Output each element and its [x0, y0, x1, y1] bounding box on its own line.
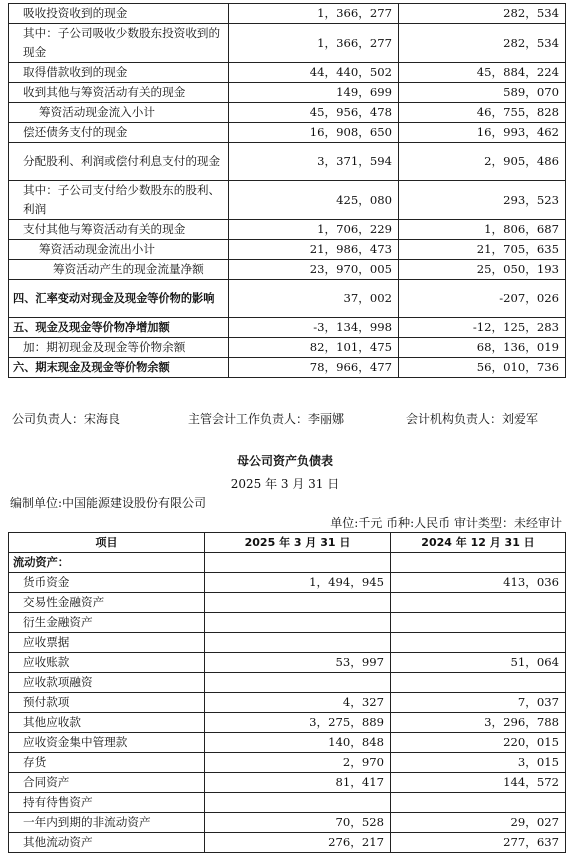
table-row [9, 318, 566, 338]
current-period-value: 37，002 [229, 280, 399, 318]
table-row [9, 813, 566, 833]
row-label: 预付款项 [9, 693, 205, 713]
table-row [9, 220, 566, 240]
row-label: 吸收投资收到的现金 [9, 4, 229, 24]
current-date-value: 70，528 [205, 813, 391, 833]
previous-period-value: 282，534 [399, 4, 566, 24]
current-period-value: 44，440，502 [229, 63, 399, 83]
current-date-value: 1，494，945 [205, 573, 391, 593]
preparing-organization: 编制单位:中国能源建设股份有限公司 [10, 496, 207, 510]
table-row [9, 181, 566, 220]
table-row [9, 833, 566, 853]
previous-date-value: 413，036 [391, 573, 566, 593]
current-period-value: 149，699 [229, 83, 399, 103]
table-row [9, 63, 566, 83]
current-date-value [205, 593, 391, 613]
balance-sheet-date: 2025 年 3 月 31 日 [230, 477, 340, 491]
previous-date-value: 51，064 [391, 653, 566, 673]
previous-date-value [391, 673, 566, 693]
previous-period-value: 589，070 [399, 83, 566, 103]
accounting-head-signature: 主管会计工作负责人：李丽娜 [188, 412, 345, 426]
table-row [9, 593, 566, 613]
row-label: 持有待售资产 [9, 793, 205, 813]
previous-date-value: 277，637 [391, 833, 566, 853]
current-period-value: 425，080 [229, 181, 399, 220]
row-label: 合同资产 [9, 773, 205, 793]
current-date-value [205, 633, 391, 653]
current-date-value: 3，275，889 [205, 713, 391, 733]
row-label: 四、汇率变动对现金及现金等价物的影响 [9, 280, 229, 318]
section-label: 流动资产： [9, 553, 205, 573]
row-label: 应收账款 [9, 653, 205, 673]
previous-date-value: 144，572 [391, 773, 566, 793]
previous-period-value: 1，806，687 [399, 220, 566, 240]
table-row [9, 240, 566, 260]
current-date-value: 276，217 [205, 833, 391, 853]
row-label: 其他流动资产 [9, 833, 205, 853]
previous-date-value [391, 593, 566, 613]
previous-period-value: 282，534 [399, 24, 566, 63]
current-period-value: 1，366，277 [229, 4, 399, 24]
previous-period-value: 68，136，019 [399, 338, 566, 358]
previous-period-value: 25，050，193 [399, 260, 566, 280]
row-label: 分配股利、利润或偿付利息支付的现金 [9, 143, 229, 181]
current-period-value: 21，986，473 [229, 240, 399, 260]
current-period-value: 45，956，478 [229, 103, 399, 123]
previous-date-value [391, 793, 566, 813]
table-row [9, 753, 566, 773]
table-row [9, 338, 566, 358]
row-label: 应收款项融资 [9, 673, 205, 693]
row-label: 应收资金集中管理款 [9, 733, 205, 753]
previous-period-value: 56，010，736 [399, 358, 566, 378]
row-label: 货币资金 [9, 573, 205, 593]
current-date-value [205, 793, 391, 813]
row-label: 收到其他与筹资活动有关的现金 [9, 83, 229, 103]
table-row [9, 123, 566, 143]
row-label: 支付其他与筹资活动有关的现金 [9, 220, 229, 240]
row-label: 其他应收款 [9, 713, 205, 733]
table-row [9, 24, 566, 63]
section-empty-cell [391, 553, 566, 573]
row-label: 取得借款收到的现金 [9, 63, 229, 83]
table-row [9, 260, 566, 280]
current-period-value: 23，970，005 [229, 260, 399, 280]
row-label: 偿还债务支付的现金 [9, 123, 229, 143]
row-label: 其中：子公司吸收少数股东投资收到的现金 [9, 24, 229, 63]
current-date-value: 4，327 [205, 693, 391, 713]
company-head-signature: 公司负责人：宋海良 [12, 412, 121, 426]
row-label: 一年内到期的非流动资产 [9, 813, 205, 833]
row-label: 存货 [9, 753, 205, 773]
previous-date-value: 3，015 [391, 753, 566, 773]
current-date-value [205, 613, 391, 633]
previous-period-value: 46，755，828 [399, 103, 566, 123]
previous-date-value: 29，027 [391, 813, 566, 833]
table-row [9, 83, 566, 103]
section-row [9, 553, 566, 573]
table-row [9, 673, 566, 693]
table-row [9, 773, 566, 793]
unit-currency-audit-line: 单位:千元 币种:人民币 审计类型：未经审计 [330, 516, 562, 530]
table-row [9, 613, 566, 633]
row-label: 衍生金融资产 [9, 613, 205, 633]
table-row [9, 280, 566, 318]
row-label: 六、期末现金及现金等价物余额 [9, 358, 229, 378]
row-label: 应收票据 [9, 633, 205, 653]
previous-period-value: 293，523 [399, 181, 566, 220]
current-date-value [205, 673, 391, 693]
current-period-value: 82，101，475 [229, 338, 399, 358]
current-date-value: 53，997 [205, 653, 391, 673]
table-row [9, 693, 566, 713]
row-label: 筹资活动产生的现金流量净额 [9, 260, 229, 280]
table-header-row [9, 533, 566, 553]
table-row [9, 573, 566, 593]
current-date-value: 81，417 [205, 773, 391, 793]
previous-period-value: 2，905，486 [399, 143, 566, 181]
table-row [9, 733, 566, 753]
previous-period-value: 21，705，635 [399, 240, 566, 260]
header-previous-date: 2024 年 12 月 31 日 [391, 533, 566, 553]
header-current-date: 2025 年 3 月 31 日 [205, 533, 391, 553]
previous-date-value: 7，037 [391, 693, 566, 713]
current-period-value: 1，366，277 [229, 24, 399, 63]
row-label: 其中：子公司支付给少数股东的股利、利润 [9, 181, 229, 220]
row-label: 筹资活动现金流入小计 [9, 103, 229, 123]
previous-date-value [391, 633, 566, 653]
previous-date-value [391, 613, 566, 633]
row-label: 交易性金融资产 [9, 593, 205, 613]
table-row [9, 793, 566, 813]
table-row [9, 358, 566, 378]
table-row [9, 653, 566, 673]
table-row [9, 713, 566, 733]
previous-period-value: -12，125，283 [399, 318, 566, 338]
current-date-value: 140，848 [205, 733, 391, 753]
balance-sheet-title: 母公司资产负债表 [236, 454, 333, 468]
current-period-value: 78，966，477 [229, 358, 399, 378]
table-row [9, 633, 566, 653]
accounting-org-head-signature: 会计机构负责人：刘爱军 [406, 412, 539, 426]
previous-period-value: -207，026 [399, 280, 566, 318]
table-row [9, 4, 566, 24]
previous-period-value: 16，993，462 [399, 123, 566, 143]
current-date-value: 2，970 [205, 753, 391, 773]
section-empty-cell [205, 553, 391, 573]
table-row [9, 143, 566, 181]
current-period-value: 1，706，229 [229, 220, 399, 240]
current-period-value: 3，371，594 [229, 143, 399, 181]
header-item: 项目 [9, 533, 205, 553]
row-label: 加：期初现金及现金等价物余额 [9, 338, 229, 358]
balance-sheet-table [8, 532, 566, 853]
current-period-value: 16，908，650 [229, 123, 399, 143]
table-row [9, 103, 566, 123]
previous-date-value: 3，296，788 [391, 713, 566, 733]
previous-date-value: 220，015 [391, 733, 566, 753]
row-label: 五、现金及现金等价物净增加额 [9, 318, 229, 338]
current-period-value: -3，134，998 [229, 318, 399, 338]
cashflow-table [8, 3, 566, 378]
row-label: 筹资活动现金流出小计 [9, 240, 229, 260]
previous-period-value: 45，884，224 [399, 63, 566, 83]
